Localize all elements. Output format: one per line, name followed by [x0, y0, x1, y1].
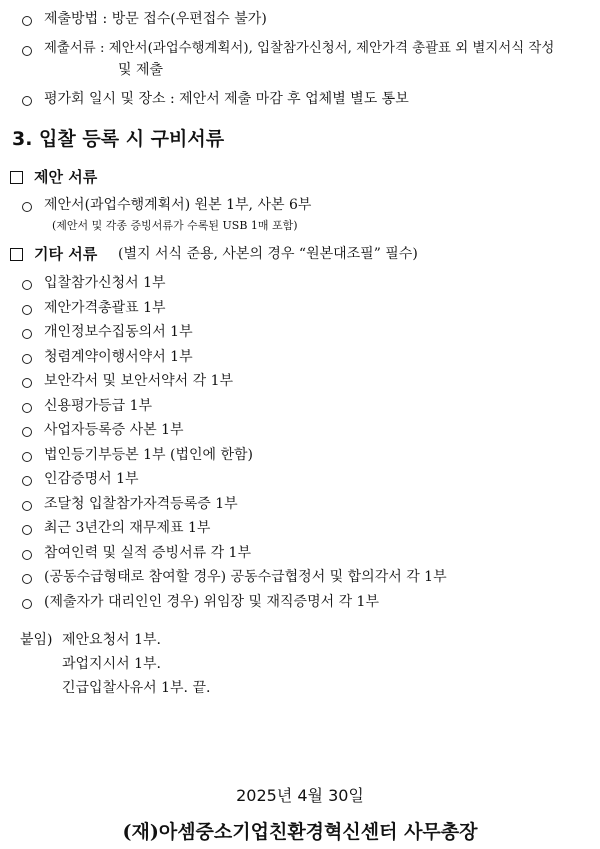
list-item: 보안각서 및 보안서약서 각 1부	[44, 373, 233, 389]
list-item: (제출자가 대리인인 경우) 위임장 및 재직증명서 각 1부	[44, 594, 379, 610]
attachment-item: 제안요청서 1부.	[62, 632, 161, 648]
attachment-item: 긴급입찰사유서 1부. 끝.	[62, 680, 211, 696]
top-item-text: 제출방법 : 방문 접수(우편접수 불가)	[44, 11, 267, 27]
bullet-icon	[22, 427, 32, 437]
list-item: 개인정보수집동의서 1부	[44, 324, 193, 340]
attachments-label: 붙임)	[20, 632, 53, 648]
bullet-icon	[22, 550, 32, 560]
bullet-icon	[22, 329, 32, 339]
bullet-icon	[22, 280, 32, 290]
bullet-icon	[22, 354, 32, 364]
top-item-continuation: 및 제출	[118, 62, 164, 78]
section-title: 3. 입찰 등록 시 구비서류	[12, 128, 225, 150]
bullet-icon	[22, 403, 32, 413]
bullet-icon	[22, 202, 32, 212]
document-date: 2025년 4월 30일	[236, 786, 364, 805]
list-item: 최근 3년간의 재무제표 1부	[44, 520, 211, 536]
bullet-icon	[22, 501, 32, 511]
issuer-signature: (재)아셈중소기업친환경혁신센터 사무총장	[122, 821, 478, 843]
list-item: 참여인력 및 실적 증빙서류 각 1부	[44, 545, 251, 561]
top-item-text: 제출서류 : 제안서(과업수행계획서), 입찰참가신청서, 제안가격 총괄표 외 별지서식 작성	[44, 41, 555, 56]
bullet-icon	[22, 378, 32, 388]
proposal-docs-note: (제안서 및 각종 증빙서류가 수록된 USB 1매 포함)	[52, 219, 298, 232]
list-item: 제안가격총괄표 1부	[44, 300, 166, 316]
list-item: 법인등기부등본 1부 (법인에 한함)	[44, 447, 253, 463]
proposal-docs-item: 제안서(과업수행계획서) 원본 1부, 사본 6부	[44, 197, 312, 213]
bullet-icon	[22, 96, 32, 106]
other-docs-title-note: (별지 서식 준용, 사본의 경우 “원본대조필” 필수)	[118, 246, 418, 262]
bullet-icon	[22, 16, 32, 26]
list-item: 입찰참가신청서 1부	[44, 275, 166, 291]
list-item: 사업자등록증 사본 1부	[44, 422, 184, 438]
bullet-icon	[22, 525, 32, 535]
bullet-icon	[22, 476, 32, 486]
list-item: 조달청 입찰참가자격등록증 1부	[44, 496, 238, 512]
bullet-icon	[22, 305, 32, 315]
checkbox-square-icon	[10, 171, 23, 184]
bullet-icon	[22, 452, 32, 462]
bullet-icon	[22, 46, 32, 56]
list-item: 청렴계약이행서약서 1부	[44, 349, 193, 365]
other-docs-title: 기타 서류	[34, 245, 98, 263]
list-item: 신용평가등급 1부	[44, 398, 153, 414]
proposal-docs-title: 제안 서류	[34, 168, 98, 186]
list-item: 인감증명서 1부	[44, 471, 139, 487]
checkbox-square-icon	[10, 248, 23, 261]
bullet-icon	[22, 574, 32, 584]
attachment-item: 과업지시서 1부.	[62, 656, 161, 672]
top-item-text: 평가회 일시 및 장소 : 제안서 제출 마감 후 업체별 별도 통보	[44, 91, 409, 107]
bullet-icon	[22, 599, 32, 609]
list-item: (공동수급형태로 참여할 경우) 공동수급협정서 및 합의각서 각 1부	[44, 569, 447, 585]
